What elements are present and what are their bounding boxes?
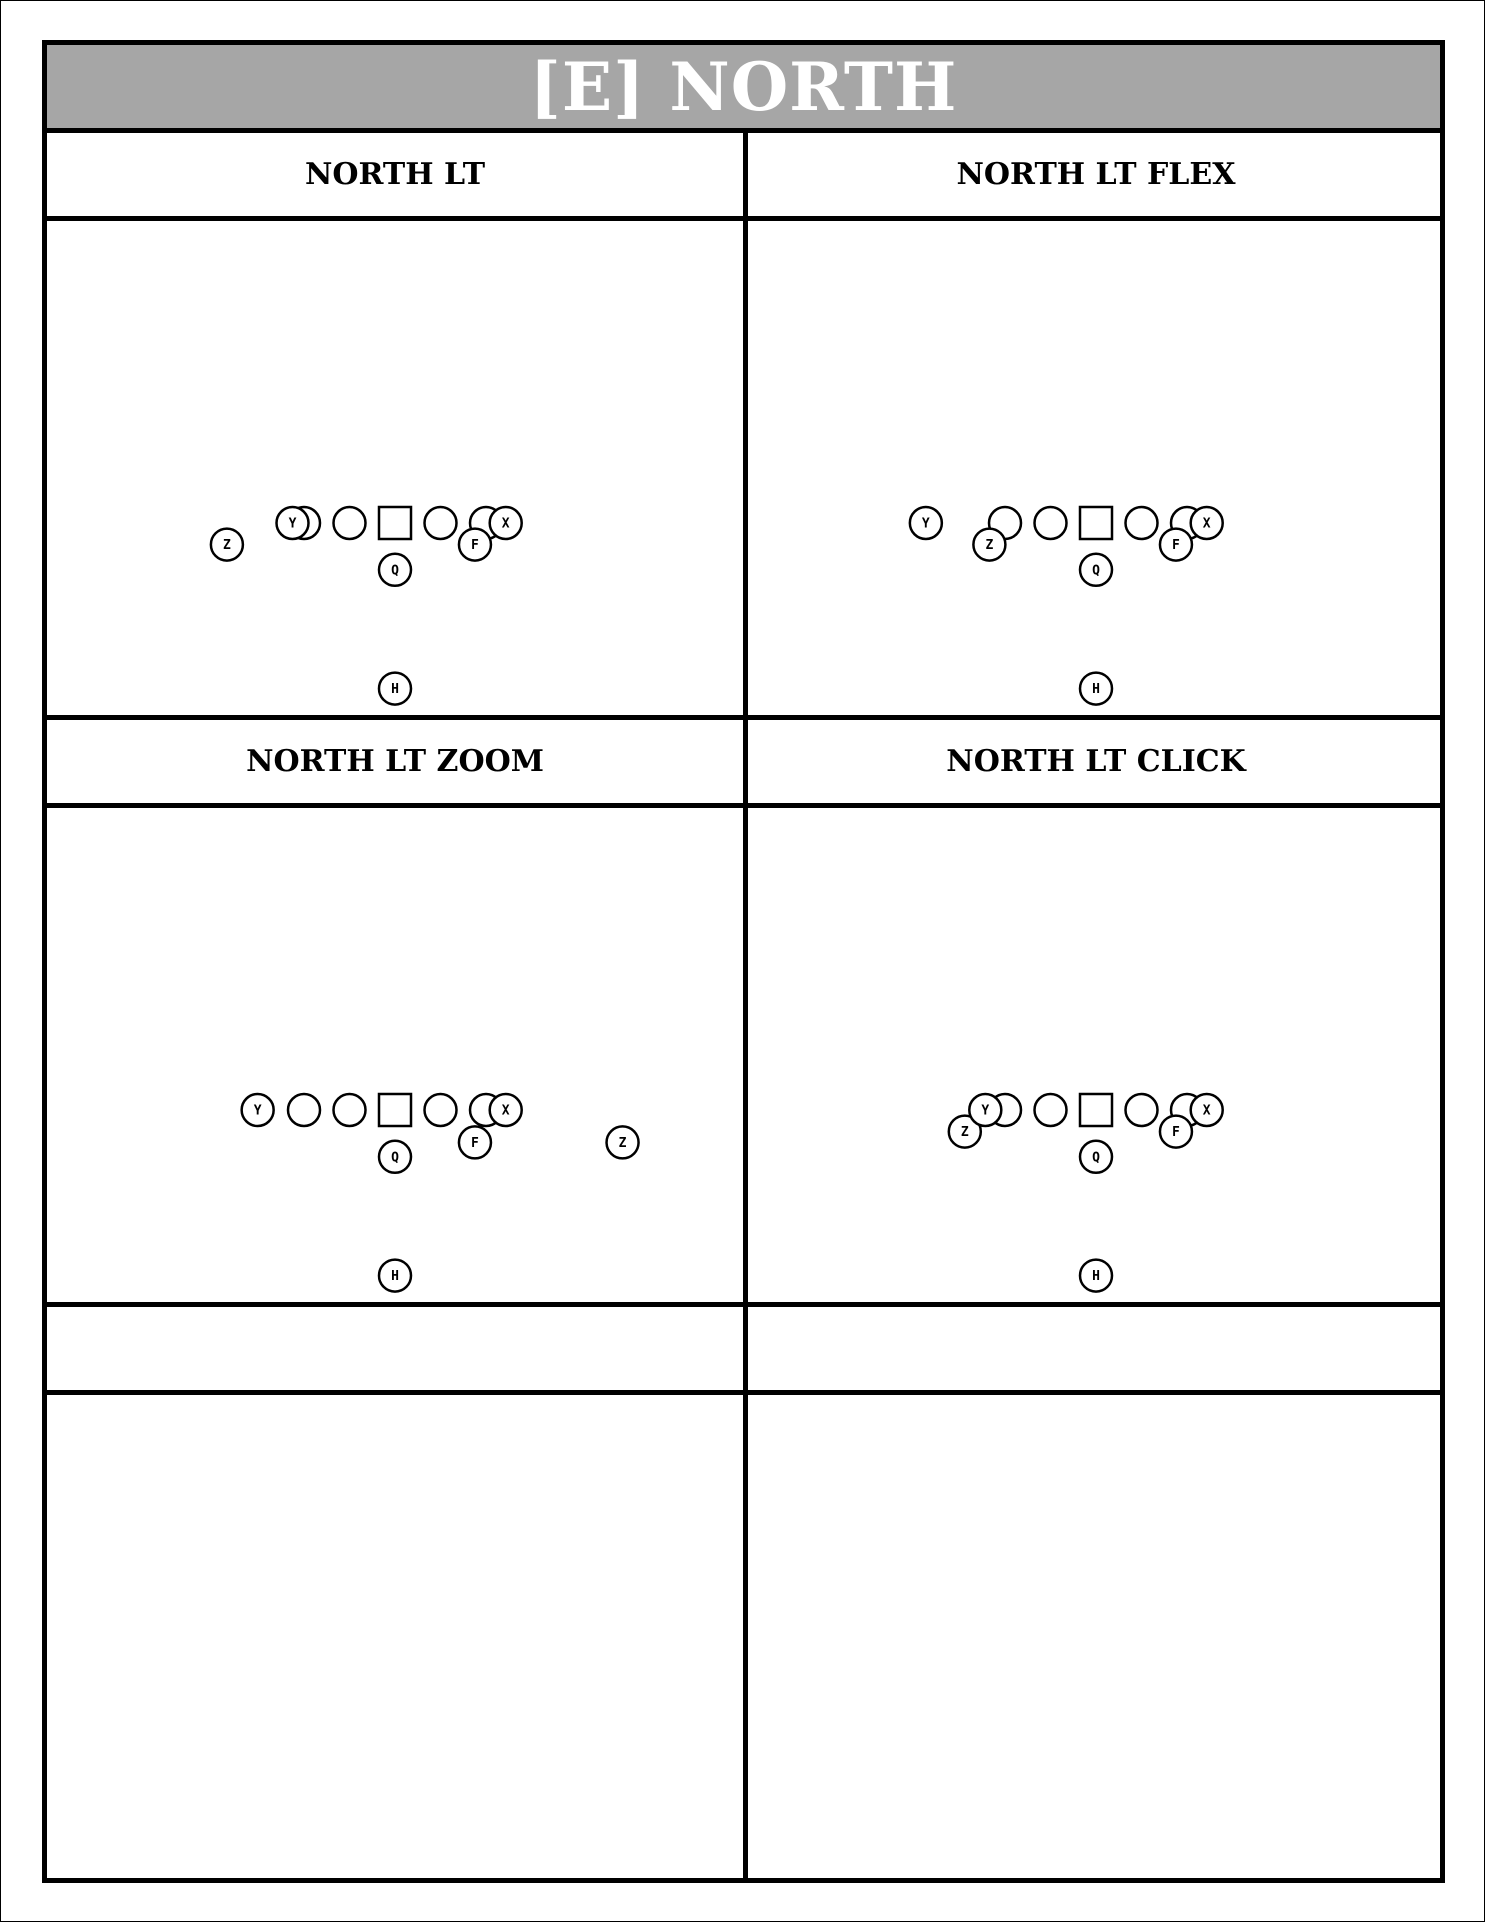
formation-diagram [748,1395,1444,1889]
center-marker [1080,507,1112,539]
page-title: [E] NORTH [529,47,958,126]
formation-diagram [47,221,743,715]
player-label: Q [1092,563,1100,579]
player-label: F [1172,538,1180,554]
player-label: Z [985,538,994,554]
player-label: Z [618,1135,627,1151]
formation-svg [748,808,1444,1302]
formation-header [748,133,1444,221]
player-label: X [1202,516,1211,532]
formation-diagram [748,808,1444,1302]
formation-header [748,720,1444,808]
formation-name: NORTH LT [304,157,486,192]
player-label: F [1172,1125,1180,1141]
formation-header [748,1307,1444,1395]
player-label: H [391,1269,399,1285]
player-label: Y [288,516,297,532]
player-label: Y [921,516,930,532]
formation-header [47,1307,743,1395]
formation-diagram [748,221,1444,715]
player-label: X [501,516,510,532]
player-label: Q [1092,1150,1100,1166]
player-label: F [471,538,479,554]
lineman-marker [425,1094,457,1126]
formation-header [47,133,743,221]
lineman-marker [1035,1094,1067,1126]
formation-header [47,720,743,808]
player-label: Q [391,563,399,579]
lineman-marker [1126,507,1158,539]
player-label: X [501,1103,510,1119]
formation-svg [748,221,1444,715]
formation-name: NORTH LT CLICK [946,744,1246,779]
lineman-marker [425,507,457,539]
player-label: H [1092,682,1100,698]
player-label: H [391,682,399,698]
player-label: H [1092,1269,1100,1285]
player-label: Z [222,538,231,554]
player-label: Z [960,1125,969,1141]
lineman-marker [1035,507,1067,539]
title-banner [47,45,1440,133]
player-label: Y [981,1103,990,1119]
player-label: F [471,1135,479,1151]
formation-diagram [47,808,743,1302]
formation-svg [47,221,743,715]
formation-diagram [47,1395,743,1889]
lineman-marker [334,1094,366,1126]
playbook-sheet [42,40,1445,1883]
lineman-marker [1126,1094,1158,1126]
formation-name: NORTH LT ZOOM [246,744,544,779]
lineman-marker [334,507,366,539]
center-marker [379,507,411,539]
center-marker [379,1094,411,1126]
formation-name: NORTH LT FLEX [956,157,1236,192]
player-label: X [1202,1103,1211,1119]
player-label: Y [253,1103,262,1119]
lineman-marker [288,1094,320,1126]
formation-svg [47,808,743,1302]
center-marker [1080,1094,1112,1126]
player-label: Q [391,1150,399,1166]
